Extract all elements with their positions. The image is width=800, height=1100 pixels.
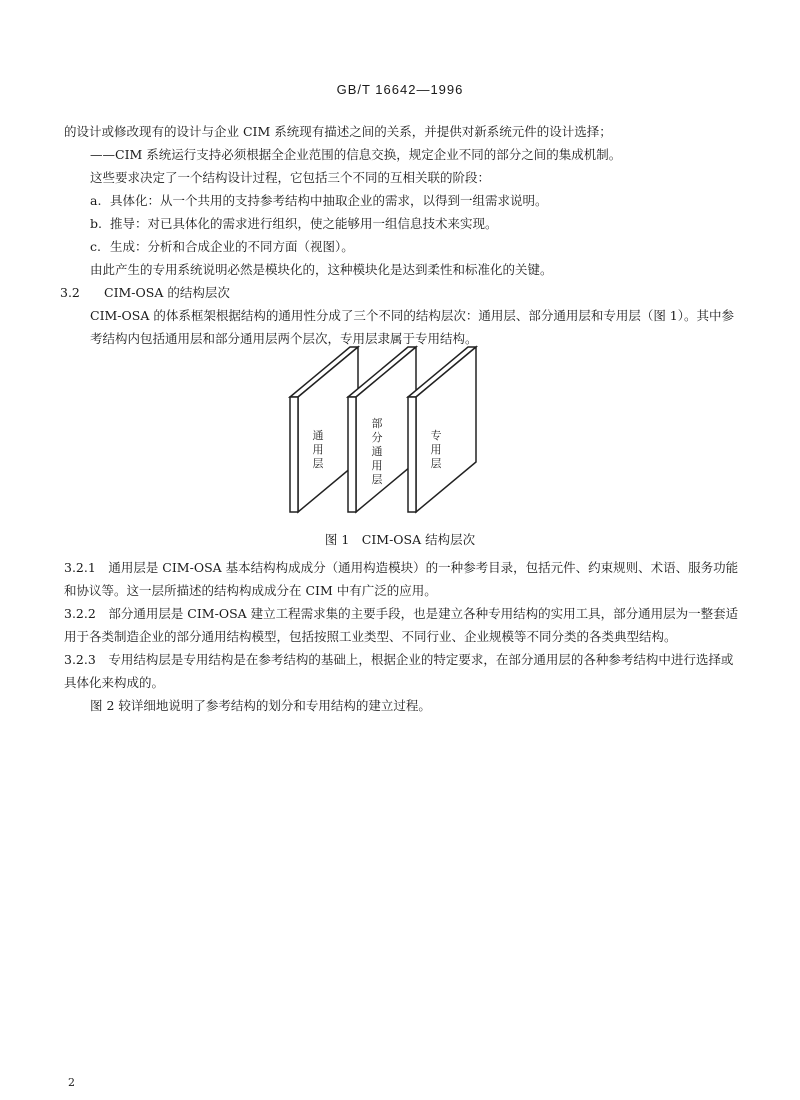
block-label-char: 专 [430,429,442,442]
section-number: 3.2.1 [64,560,96,575]
list-item [64,212,744,235]
paragraph: 的设计或修改现有的设计与企业 CIM 系统现有描述之间的关系，并提供对新系统元件的设计选择； [64,124,612,139]
structure-levels-diagram [280,342,520,522]
list-item [64,189,744,212]
list-marker: a. [90,193,102,208]
block-label-char: 通 [312,429,324,442]
block-label-char: 用 [312,443,324,456]
figure-1 [280,342,520,522]
section-paragraph [64,602,744,648]
section-title: CIM-OSA 的结构层次 [104,285,230,300]
paragraph: ——CIM 系统运行支持必须根据全企业范围的信息交换，规定企业不同的部分之间的集成机制。 [90,147,622,162]
block-label-specific [431,428,442,470]
list-marker: b. [90,216,102,231]
block-label-char: 层 [430,457,442,470]
paragraph: 这些要求决定了一个结构设计过程，它包括三个不同的互相关联的阶段： [90,170,491,185]
section-number: 3.2.3 [64,652,96,667]
standard-number: GB/T 16642—1996 [336,82,464,97]
block-label-general [313,429,324,470]
section-heading [60,281,744,304]
section-text: 部分通用层是 CIM-OSA 建立工程需求集的主要手段，也是建立各种专用结构的实用工具，部分通用层为一整套适用于各类制造企业的部分通用结构模型，包括按照工业类型、不同行业、企业规模等不同分类的各类典型结构。 [64,606,739,644]
list-item-text: 推导：对已具体化的需求进行组织，使之能够用一组信息技术来实现。 [110,216,498,231]
section-paragraph [64,648,744,694]
paragraph: 由此产生的专用系统说明必然是模块化的，这种模块化是达到柔性和标准化的关键。 [90,262,553,277]
section-text: 专用结构层是专用结构是在参考结构的基础上，根据企业的特定要求，在部分通用层的各种参考结构中进行选择或具体化来构成的。 [64,652,734,690]
section-number: 3.2 [60,285,80,300]
document-header [0,82,800,97]
block-label-char: 通 [371,445,383,458]
section-text: 通用层是 CIM-OSA 基本结构构成成分（通用构造模块）的一种参考目录，包括元件、约束规则、术语、服务功能和协议等。这一层所描述的结构构成成分在 CIM 中有广泛的应用。 [64,560,739,598]
block-label-partial [372,417,383,486]
body-text-bottom [64,556,744,717]
list-marker: c. [90,239,101,254]
block-label-char: 层 [312,457,324,470]
list-item-text: 生成：分析和合成企业的不同方面（视图）。 [110,239,354,254]
page-number: 2 [68,1076,75,1089]
list-item-text: 具体化：从一个共用的支持参考结构中抽取企业的需求，以得到一组需求说明。 [110,193,548,208]
paragraph: 图 2 较详细地说明了参考结构的划分和专用结构的建立过程。 [90,698,431,713]
figure-caption: 图 1 CIM-OSA 结构层次 [324,532,476,547]
block-label-char: 用 [371,459,383,472]
list-item [64,235,744,258]
block-label-char: 部 [371,417,383,430]
paragraph: CIM-OSA 的体系框架根据结构的通用性分成了三个不同的结构层次：通用层、部分通用层和专用层（图 1）。其中参考结构内包括通用层和部分通用层两个层次，专用层隶属于专用结构。 [90,308,735,346]
section-number: 3.2.2 [64,606,96,621]
block-label-char: 用 [430,443,442,456]
section-paragraph [64,556,744,602]
body-text-top [60,120,744,350]
block-specific-layer [408,347,476,512]
block-label-char: 层 [371,473,383,486]
block-label-char: 分 [371,431,383,444]
